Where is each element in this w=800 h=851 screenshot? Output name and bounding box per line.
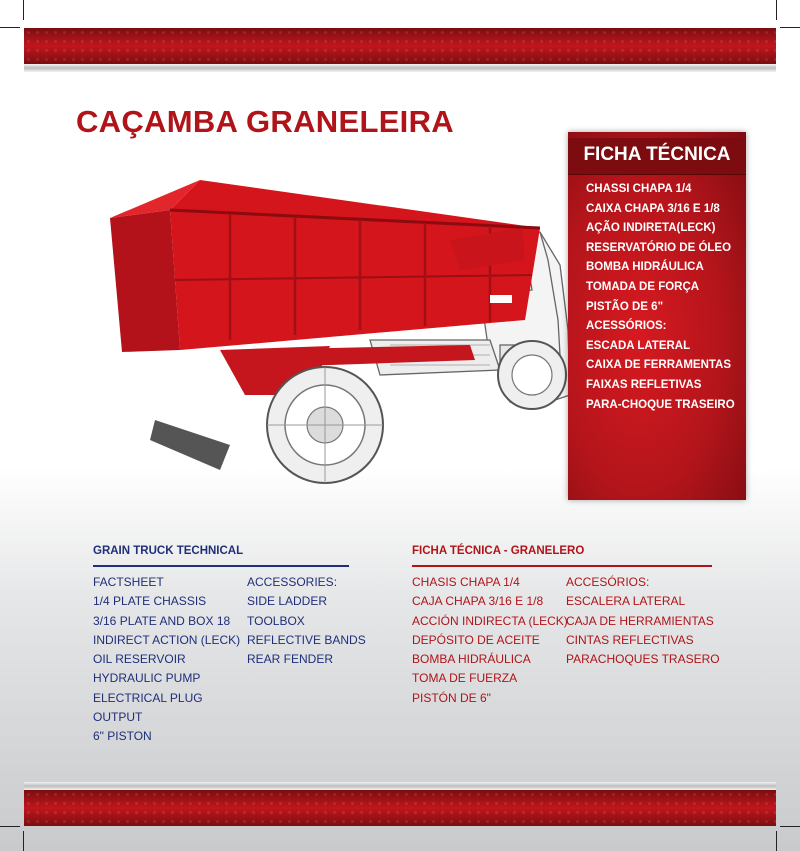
crop-mark <box>780 27 800 28</box>
spec-item: CAIXA CHAPA 3/16 E 1/8 <box>586 202 720 215</box>
list-item: CAJA DE HERRAMIENTAS <box>566 613 714 628</box>
list-item: CINTAS REFLECTIVAS <box>566 632 694 647</box>
spanish-divider <box>412 565 712 567</box>
spec-list <box>586 180 735 415</box>
spec-item: ESCADA LATERAL <box>586 339 691 352</box>
list-item: TOOLBOX <box>247 613 305 628</box>
spec-item: AÇÃO INDIRETA(LECK) <box>586 222 716 235</box>
list-item: ACCESSORIES: <box>247 575 338 589</box>
list-item: ACCESÓRIOS: <box>566 575 650 589</box>
list-item: REAR FENDER <box>247 652 334 667</box>
panel-title: FICHA TÉCNICA <box>583 144 731 165</box>
list-item: SIDE LADDER <box>247 594 328 609</box>
english-section-title: GRAIN TRUCK TECHNICAL <box>93 545 244 557</box>
list-item: CHASIS CHAPA 1/4 <box>412 575 520 589</box>
spec-item: CAIXA DE FERRAMENTAS <box>586 359 732 372</box>
list-item: REFLECTIVE BANDS <box>247 632 366 647</box>
list-item: 1/4 PLATE CHASSIS <box>93 594 207 609</box>
english-list-col1 <box>93 573 240 747</box>
english-divider <box>93 565 349 567</box>
truck-illustration <box>70 170 590 500</box>
spec-item: TOMADA DE FORÇA <box>586 280 700 293</box>
spec-item: BOMBA HIDRÁULICA <box>586 261 704 274</box>
page-title: CAÇAMBA GRANELEIRA <box>76 104 454 139</box>
list-item: DEPÓSITO DE ACEITE <box>412 632 540 647</box>
spec-item: CHASSI CHAPA 1/4 <box>586 183 692 195</box>
header-band <box>24 28 776 64</box>
footer-rule <box>24 782 776 790</box>
crop-mark <box>23 0 24 20</box>
list-item: OIL RESERVOIR <box>93 652 186 667</box>
crop-mark <box>780 826 800 827</box>
list-item: INDIRECT ACTION (LECK) <box>93 632 241 647</box>
crop-mark <box>776 831 777 851</box>
spanish-list-col2 <box>566 573 720 669</box>
crop-mark <box>0 826 20 827</box>
crop-mark <box>0 27 20 28</box>
crop-mark <box>23 831 24 851</box>
list-item: ESCALERA LATERAL <box>566 594 686 609</box>
list-item: 3/16 PLATE AND BOX 18 <box>93 613 231 628</box>
spanish-list-col1 <box>412 573 568 708</box>
crop-mark <box>776 0 777 20</box>
header-rule <box>24 64 776 72</box>
list-item: ELECTRICAL PLUG <box>93 690 203 705</box>
list-item: BOMBA HIDRÁULICA <box>412 652 531 667</box>
spec-item: ACESSÓRIOS: <box>586 320 667 333</box>
list-item: PARACHOQUES TRASERO <box>566 652 720 667</box>
spec-item: RESERVATÓRIO DE ÓLEO <box>586 241 732 254</box>
ficha-tecnica-panel <box>568 132 746 500</box>
footer-band <box>24 790 776 826</box>
list-item: OUTPUT <box>93 710 143 725</box>
list-item: PISTÓN DE 6" <box>412 690 491 705</box>
list-item: HYDRAULIC PUMP <box>93 671 201 686</box>
list-item: ACCIÓN INDIRECTA (LECK) <box>412 613 568 628</box>
spec-item: FAIXAS REFLETIVAS <box>586 378 702 391</box>
spanish-section-title: FICHA TÉCNICA - GRANELERO <box>412 545 585 557</box>
list-item: CAJA CHAPA 3/16 E 1/8 <box>412 594 544 609</box>
spec-item: PISTÃO DE 6" <box>586 300 664 313</box>
english-list-col2 <box>247 573 366 669</box>
list-item: TOMA DE FUERZA <box>412 671 518 686</box>
list-item: 6" PISTON <box>93 729 152 744</box>
list-item: FACTSHEET <box>93 575 164 589</box>
spec-item: PARA-CHOQUE TRASEIRO <box>586 398 735 411</box>
